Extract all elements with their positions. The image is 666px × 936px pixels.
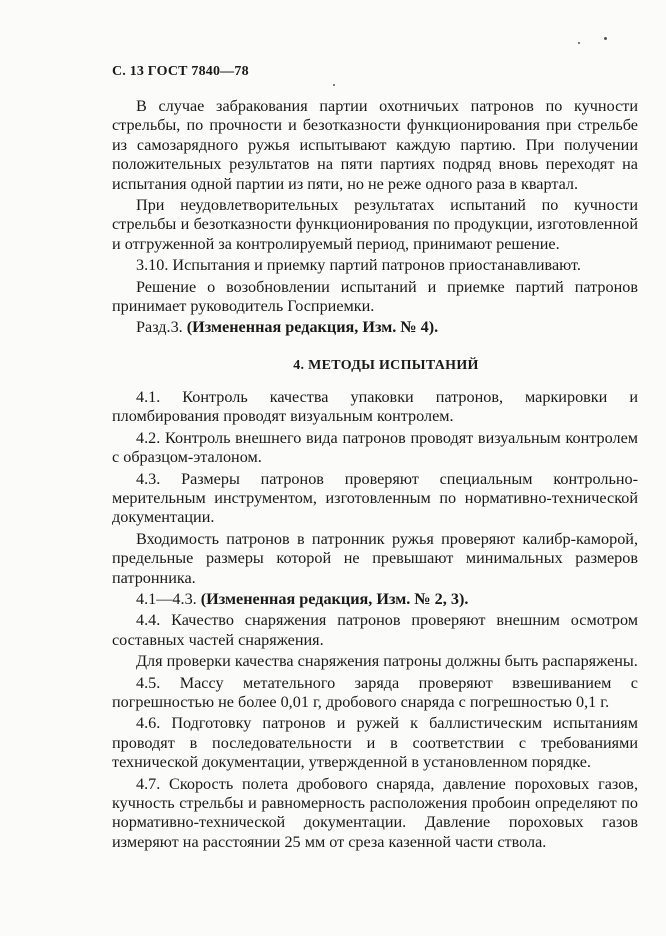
- paragraph: 4.6. Подготовку патронов и ружей к баллистическим испытаниям проводят в последовательности и в соответствии с требованиями технической документации, утвержденной в установленном порядке.: [112, 714, 638, 772]
- amendment-text: (Измененная редакция, Изм. № 2, 3).: [200, 589, 469, 608]
- page-header: С. 13 ГОСТ 7840—78: [112, 64, 249, 79]
- amendment-note: [112, 318, 638, 337]
- amendment-prefix: 4.1—4.3.: [136, 589, 201, 608]
- section-title: 4. МЕТОДЫ ИСПЫТАНИЙ: [293, 357, 479, 373]
- amendment-prefix: Разд.3.: [136, 318, 187, 337]
- amendment-text: (Измененная редакция, Изм. № 4).: [186, 318, 439, 337]
- scan-speck: [604, 37, 607, 40]
- scan-speck: [333, 84, 335, 86]
- paragraph: 4.5. Массу метательного заряда проверяют взвешиванием с погрешностью не более 0,01 г, дробового снаряда с погрешностью 0,1 г.: [112, 673, 638, 711]
- paragraph: 4.3. Размеры патронов проверяют специальным контрольно-мерительным инструментом, изготовленным по нормативно-технической документации.: [112, 469, 638, 527]
- paragraph: Для проверки качества снаряжения патроны должны быть распаряжены.: [136, 652, 638, 671]
- paragraph: В случае забракования партии охотничьих патронов по кучности стрельбы, по прочности и безотказности функционирования при стрельбе из самозарядного ружья испытывают каждую партию. При получении положительных результатов на пяти партиях подряд вновь переходят на испытания одной партии из пяти, но не реже одного раза в квартал.: [112, 97, 638, 193]
- paragraph: 4.4. Качество снаряжения патронов проверяют внешним осмотром составных частей снаряжения.: [112, 611, 638, 649]
- paragraph: Входимость патронов в патронник ружья проверяют калибр-каморой, предельные размеры которой не превышают минимальных размеров патронника.: [112, 529, 638, 587]
- paragraph: 4.1. Контроль качества упаковки патронов, маркировки и пломбирования проводят визуальным контролем.: [112, 387, 638, 426]
- amendment-note: [112, 590, 638, 609]
- paragraph: 4.2. Контроль внешнего вида патронов проводят визуальным контролем с образцом-эталоном.: [112, 428, 638, 467]
- document-body: [112, 97, 638, 852]
- paragraph: 3.10. Испытания и приемку партий патронов приостанавливают.: [136, 256, 581, 275]
- paragraph: 4.7. Скорость полета дробового снаряда, давление пороховых газов, кучность стрельбы и равномерность расположения пробоин определяют по нормативно-технической документации. Давление пороховых газов измеряют на расстоянии 25 мм от среза казенной части ствола.: [112, 774, 638, 851]
- paragraph: Решение о возобновлении испытаний и приемке партий патронов принимает руководитель Госприемки.: [112, 277, 638, 316]
- scan-speck: [578, 42, 580, 44]
- paragraph: При неудовлетворительных результатах испытаний по кучности стрельбы и безотказности функционирования по продукции, изготовленной и отгруженной за контролируемый период, принимают решение.: [112, 196, 638, 253]
